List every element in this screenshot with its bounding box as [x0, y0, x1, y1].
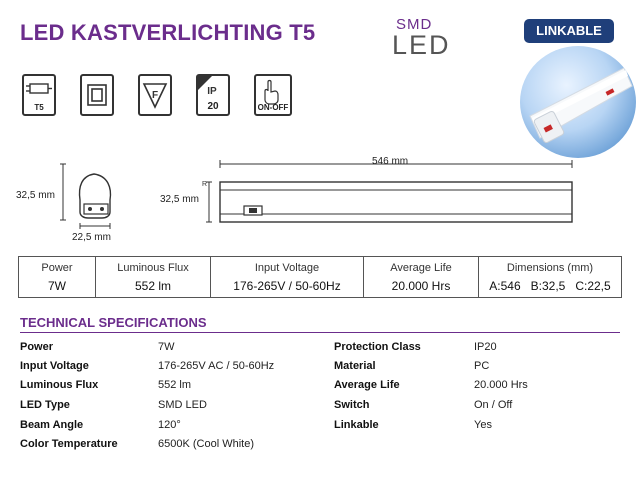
ip20-caption: 20 — [207, 101, 219, 112]
logo-smd-text: SMD — [396, 16, 433, 33]
summary-value: 176-265V / 50-60Hz — [233, 278, 341, 293]
ip-label: IP — [207, 86, 217, 97]
t5-tube-icon — [22, 74, 56, 116]
specs-title: TECHNICAL SPECIFICATIONS — [20, 315, 207, 330]
front-height-label: 32,5 mm — [160, 194, 199, 205]
smd-led-logo — [392, 16, 476, 58]
logo-led-text: LED — [392, 30, 451, 60]
linkable-badge: LINKABLE — [524, 19, 614, 43]
summary-header: Dimensions (mm) — [506, 261, 594, 274]
summary-value: 7W — [48, 278, 66, 293]
spec-label: Material — [334, 360, 376, 372]
t5-caption: T5 — [34, 103, 44, 112]
svg-text:F: F — [151, 90, 159, 101]
length-label: 546 mm — [372, 156, 409, 167]
spec-value: 7W — [158, 341, 175, 353]
spec-label: Input Voltage — [20, 360, 89, 372]
spec-value: 6500K (Cool White) — [158, 438, 254, 450]
spec-label: Average Life — [334, 379, 400, 391]
spec-value: 552 lm — [158, 379, 192, 391]
spec-value: PC — [474, 360, 490, 372]
summary-value: 20.000 Hrs — [391, 278, 451, 293]
product-photo — [520, 46, 636, 158]
spec-label: Linkable — [334, 419, 379, 431]
spec-label: Luminous Flux — [20, 379, 99, 391]
summary-header: Power — [41, 261, 73, 274]
summary-header: Average Life — [390, 261, 452, 274]
spec-label: Beam Angle — [20, 419, 84, 431]
spec-value: 176-265V AC / 50-60Hz — [158, 360, 275, 372]
spec-label: Color Temperature — [20, 438, 118, 450]
summary-cell-luminous-flux — [96, 257, 211, 297]
summary-value: A:546 B:32,5 C:22,5 — [489, 278, 611, 293]
specs-divider — [20, 332, 620, 333]
on-off-caption: ON-OFF — [257, 103, 289, 112]
spec-value: 120° — [158, 419, 181, 431]
spec-value: 20.000 Hrs — [474, 379, 528, 391]
spec-label: Power — [20, 341, 54, 353]
summary-cell-average-life — [364, 257, 479, 297]
side-width-label: 22,5 mm — [72, 232, 111, 243]
spec-label: Switch — [334, 399, 370, 411]
spec-value: SMD LED — [158, 399, 207, 411]
summary-table — [18, 256, 622, 298]
side-height-label: 32,5 mm — [16, 190, 55, 201]
page-title: LED KASTVERLICHTING T5 — [20, 20, 316, 45]
svg-text:R: R — [202, 181, 208, 188]
summary-cell-power — [19, 257, 96, 297]
spec-value: On / Off — [474, 399, 513, 411]
f-mark-icon — [138, 74, 172, 116]
summary-header: Input Voltage — [254, 261, 320, 274]
summary-header: Luminous Flux — [117, 261, 189, 274]
summary-cell-input-voltage — [211, 257, 364, 297]
double-insulation-icon — [80, 74, 114, 116]
summary-value: 552 lm — [134, 278, 172, 293]
ip20-icon — [196, 74, 230, 116]
spec-value: Yes — [474, 419, 492, 431]
on-off-switch-icon — [254, 74, 292, 116]
summary-cell-dimensions — [479, 257, 621, 297]
spec-label: LED Type — [20, 399, 70, 411]
spec-value: IP20 — [474, 341, 497, 353]
spec-label: Protection Class — [334, 341, 421, 353]
